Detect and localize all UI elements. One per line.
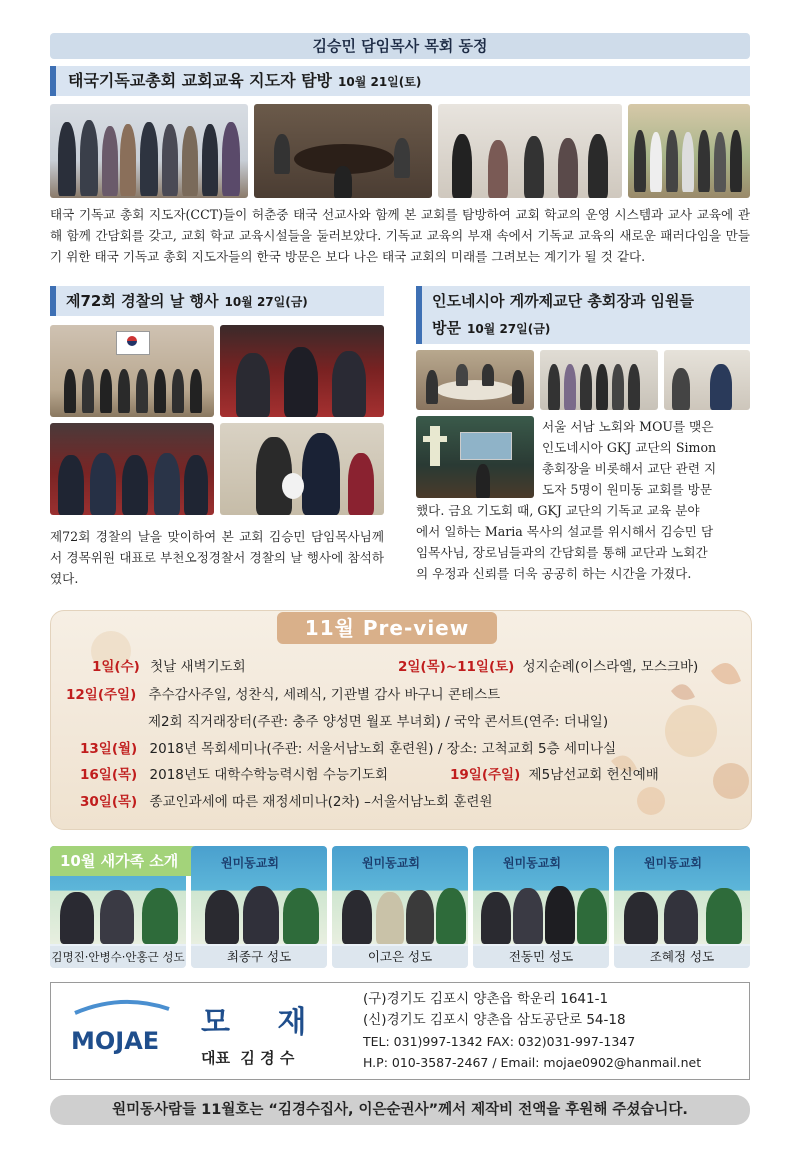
preview-row bbox=[80, 790, 493, 810]
photo-thailand-tour bbox=[438, 104, 622, 198]
company-name: 모 재 bbox=[201, 1005, 311, 1040]
family-photo bbox=[191, 846, 327, 944]
family-photo bbox=[473, 846, 609, 944]
section-date: 10월 21일(토) bbox=[338, 75, 422, 89]
logo-text: MOJAE bbox=[71, 1027, 160, 1055]
photo-thailand-group bbox=[50, 104, 248, 198]
new-family-card bbox=[191, 846, 327, 968]
preview-row bbox=[80, 763, 388, 783]
preview-text: 2018년 목회세미나(주관: 서울서남노회 훈련원) / 장소: 고척교회 5층 세미나실 bbox=[149, 741, 617, 757]
preview-date: 2일(목)~11일(토) bbox=[398, 659, 515, 675]
photo-indonesia-sermon bbox=[664, 350, 750, 410]
new-family-title: 10월 새가족 소개 bbox=[50, 846, 216, 876]
new-family-card bbox=[614, 846, 750, 968]
preview-text: 제2회 직거래장터(주관: 충주 양성면 월포 부녀회) / 국악 콘서트(연주: 더내일) bbox=[148, 714, 609, 730]
text-line: 임목사님, 장로님들과의 간담회를 통해 교단과 노회간 bbox=[416, 545, 708, 560]
text-line: 했다. 금요 기도회 때, GKJ 교단의 기독교 교육 분야 bbox=[416, 503, 700, 518]
preview-text: 종교인과세에 따른 재정세미나(2차) –서울서남노회 훈련원 bbox=[149, 794, 493, 810]
preview-text: 첫날 새벽기도회 bbox=[150, 659, 246, 675]
section-date: 10월 27일(금) bbox=[466, 322, 551, 336]
church-banner-text: 원미동교회 bbox=[503, 856, 561, 870]
photo-police-seated bbox=[50, 423, 214, 515]
section-title-thailand bbox=[50, 66, 750, 96]
section-title-text: 태국기독교총회 교회교육 지도자 탐방 bbox=[68, 71, 333, 90]
mojae-logo bbox=[67, 999, 177, 1059]
family-caption: 김명진·안병수·안홍근 성도 bbox=[50, 946, 186, 968]
new-family-card bbox=[473, 846, 609, 968]
indonesia-description-full bbox=[416, 500, 750, 584]
mobile-email: H.P: 010-3587-2467 / Email: mojae0902@hanmail.net bbox=[363, 1055, 702, 1070]
preview-text: 제5남선교회 헌신예배 bbox=[528, 767, 659, 783]
section-title-text: 제72회 경찰의 날 행사 bbox=[66, 292, 219, 310]
indonesia-description-side bbox=[542, 416, 750, 500]
preview-date: 1일(수) bbox=[92, 659, 140, 675]
ceo-name: 대표 김 경 수 bbox=[201, 1049, 295, 1067]
family-caption: 이고은 성도 bbox=[332, 946, 468, 968]
family-caption: 최종구 성도 bbox=[191, 946, 327, 968]
address-old: (구)경기도 김포시 양촌읍 학운리 1641-1 bbox=[363, 991, 609, 1007]
preview-row bbox=[398, 655, 698, 675]
photo-thailand-meeting bbox=[254, 104, 432, 198]
preview-text: 성지순례(이스라엘, 모스크바) bbox=[522, 659, 699, 675]
preview-date: 12일(주일) bbox=[66, 687, 137, 703]
page-title: 김승민 담임목사 목회 동정 bbox=[50, 33, 750, 59]
phone-fax: TEL: 031)997-1342 FAX: 032)031-997-1347 bbox=[363, 1034, 636, 1049]
photo-police-audience bbox=[220, 325, 384, 417]
text-line: 서울 서남 노회와 MOU를 맺은 bbox=[542, 419, 714, 434]
sponsor-ad bbox=[50, 982, 750, 1080]
section-title-indonesia bbox=[416, 286, 750, 344]
thailand-description: 태국 기독교 총회 지도자(CCT)들이 허춘중 태국 선교사와 함께 본 교회를 탐방하여 교회 학교의 운영 시스템과 교사 교육에 관해 함께 간담회를 갖고, 교회 학교 교육시설들을 둘러보았다. 기독교 교육의 부재 속에서 기독교 교육의 새로운 패러다임을 만들기 위한 태국 기독교 총회 지도자들의 한국 방문은 보다 나은 태국 교회의 미래를 그려보는 계기가 될 것 같다. bbox=[50, 207, 750, 264]
church-banner-text: 원미동교회 bbox=[362, 856, 420, 870]
family-photo bbox=[332, 846, 468, 944]
text-line: 인도네시아 GKJ 교단의 Simon bbox=[542, 440, 717, 455]
text-line: 에서 일하는 Maria 목사의 설교를 위시해서 김승민 담 bbox=[416, 524, 714, 539]
section-title-line2: 방문 bbox=[432, 319, 461, 337]
photo-thailand-outdoor bbox=[628, 104, 750, 198]
photo-police-stage bbox=[50, 325, 214, 417]
photo-indonesia-dinner bbox=[416, 350, 534, 410]
preview-row bbox=[80, 737, 616, 757]
contact-info bbox=[363, 989, 701, 1073]
family-caption: 전동민 성도 bbox=[473, 946, 609, 968]
preview-date: 16일(목) bbox=[80, 767, 138, 783]
text-line: 총회장을 비롯해서 교단 관련 지 bbox=[542, 461, 717, 476]
section-title-line1: 인도네시아 게까제교단 총회장과 임원들 bbox=[432, 292, 694, 310]
footer-sponsor-note: 원미동사람들 11월호는 “김경수집사, 이은순권사”께서 제작비 전액을 후원해 주셨습니다. bbox=[50, 1095, 750, 1125]
church-banner-text: 원미동교회 bbox=[644, 856, 702, 870]
preview-text: 2018년도 대학수학능력시험 수능기도회 bbox=[149, 767, 389, 783]
preview-title: 11월 Pre-view bbox=[277, 612, 497, 644]
police-description: 제72회 경찰의 날을 맞이하여 본 교회 김승민 담임목사님께서 경목위원 대표로 부천오정경찰서 경찰의 날 행사에 참석하였다. bbox=[50, 529, 384, 586]
church-banner-text: 원미동교회 bbox=[221, 856, 279, 870]
preview-row bbox=[148, 710, 608, 730]
photo-indonesia-chapel bbox=[416, 416, 534, 498]
text-line: 의 우정과 신뢰를 더욱 공공히 하는 시간을 가졌다. bbox=[416, 566, 692, 581]
section-date: 10월 27일(금) bbox=[224, 295, 308, 309]
photo-police-award bbox=[220, 423, 384, 515]
preview-date: 30일(목) bbox=[80, 794, 138, 810]
photo-indonesia-group bbox=[540, 350, 658, 410]
preview-row bbox=[66, 683, 500, 703]
family-caption: 조혜정 성도 bbox=[614, 946, 750, 968]
preview-date: 19일(주일) bbox=[450, 767, 521, 783]
preview-row bbox=[450, 763, 659, 783]
preview-text: 추수감사주일, 성찬식, 세례식, 기관별 감사 바구니 콘테스트 bbox=[148, 687, 501, 703]
new-family-card bbox=[332, 846, 468, 968]
family-photo bbox=[614, 846, 750, 944]
section-title-police bbox=[50, 286, 384, 316]
address-new: (신)경기도 김포시 양촌읍 삼도공단로 54-18 bbox=[363, 1012, 626, 1028]
text-line: 도자 5명이 원미동 교회를 방문 bbox=[542, 482, 713, 497]
preview-date: 13일(월) bbox=[80, 741, 138, 757]
preview-row bbox=[92, 655, 246, 675]
